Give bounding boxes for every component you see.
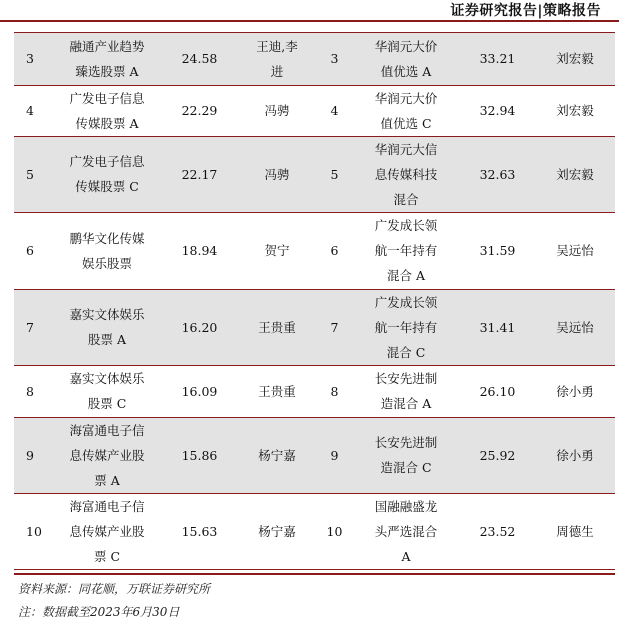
cell-return-r: 31.59 [460,212,535,289]
cell-fund-l: 融通产业趋势 臻选股票 A [52,33,162,85]
table-body [14,33,615,569]
cell-manager-r: 徐小勇 [535,365,615,417]
cell-manager-r: 吴远怡 [535,212,615,289]
cell-return-l: 15.86 [162,417,237,493]
cell-rank-r: 9 [317,417,352,493]
table-row [14,212,615,289]
cell-manager-l: 冯骋 [237,136,317,212]
table-row [14,289,615,365]
cell-rank-r: 5 [317,136,352,212]
cell-fund-l: 广发电子信息 传媒股票 C [52,136,162,212]
cell-manager-l: 冯骋 [237,85,317,136]
cell-rank-r: 6 [317,212,352,289]
cell-rank-l: 4 [14,85,52,136]
cell-rank-r: 3 [317,33,352,85]
cell-manager-l: 王贵重 [237,365,317,417]
cell-manager-l: 杨宁嘉 [237,493,317,569]
cell-manager-r: 周德生 [535,493,615,569]
cell-fund-r: 华润元大信 息传媒科技 混合 [352,136,460,212]
cell-fund-r: 广发成长领 航一年持有 混合 A [352,212,460,289]
cell-rank-r: 10 [317,493,352,569]
cell-fund-r: 华润元大价 值优选 A [352,33,460,85]
cell-manager-l: 王迪,李 进 [237,33,317,85]
cell-rank-l: 6 [14,212,52,289]
cell-rank-r: 8 [317,365,352,417]
date-note: 注：数据截至2023年6月30日 [18,605,180,619]
cell-return-l: 18.94 [162,212,237,289]
table-row [14,136,615,212]
cell-fund-l: 嘉实文体娱乐 股票 A [52,289,162,365]
table-row [14,417,615,493]
cell-return-r: 32.94 [460,85,535,136]
cell-return-l: 22.29 [162,85,237,136]
table-row [14,493,615,569]
cell-manager-r: 刘宏毅 [535,136,615,212]
cell-manager-r: 刘宏毅 [535,85,615,136]
cell-rank-l: 8 [14,365,52,417]
fund-ranking-table [14,33,615,570]
cell-manager-r: 刘宏毅 [535,33,615,85]
cell-return-r: 26.10 [460,365,535,417]
cell-fund-l: 海富通电子信 息传媒产业股 票 C [52,493,162,569]
cell-rank-l: 7 [14,289,52,365]
cell-manager-l: 王贵重 [237,289,317,365]
cell-rank-l: 9 [14,417,52,493]
cell-manager-l: 贺宁 [237,212,317,289]
cell-return-l: 16.09 [162,365,237,417]
cell-rank-l: 10 [14,493,52,569]
header-title: 证券研究报告|策略报告 [450,3,601,19]
cell-manager-r: 徐小勇 [535,417,615,493]
cell-fund-l: 海富通电子信 息传媒产业股 票 A [52,417,162,493]
cell-return-l: 15.63 [162,493,237,569]
cell-return-l: 22.17 [162,136,237,212]
cell-return-r: 23.52 [460,493,535,569]
source-note: 资料来源：同花顺，万联证券研究所 [18,582,211,596]
cell-rank-l: 5 [14,136,52,212]
cell-fund-l: 广发电子信息 传媒股票 A [52,85,162,136]
cell-return-l: 24.58 [162,33,237,85]
cell-return-r: 31.41 [460,289,535,365]
cell-rank-r: 4 [317,85,352,136]
cell-fund-l: 嘉实文体娱乐 股票 C [52,365,162,417]
cell-fund-r: 华润元大价 值优选 C [352,85,460,136]
cell-fund-r: 国融融盛龙 头严选混合 A [352,493,460,569]
cell-return-r: 33.21 [460,33,535,85]
cell-fund-l: 鹏华文化传媒 娱乐股票 [52,212,162,289]
table-bottom-rule [14,573,615,575]
cell-return-l: 16.20 [162,289,237,365]
header-rule [0,20,619,22]
report-header [0,0,619,22]
table-row [14,365,615,417]
table-row [14,33,615,85]
cell-rank-r: 7 [317,289,352,365]
cell-manager-r: 吴远怡 [535,289,615,365]
cell-return-r: 32.63 [460,136,535,212]
cell-fund-r: 长安先进制 造混合 A [352,365,460,417]
table-row [14,85,615,136]
cell-manager-l: 杨宁嘉 [237,417,317,493]
cell-return-r: 25.92 [460,417,535,493]
cell-fund-r: 长安先进制 造混合 C [352,417,460,493]
cell-fund-r: 广发成长领 航一年持有 混合 C [352,289,460,365]
cell-rank-l: 3 [14,33,52,85]
